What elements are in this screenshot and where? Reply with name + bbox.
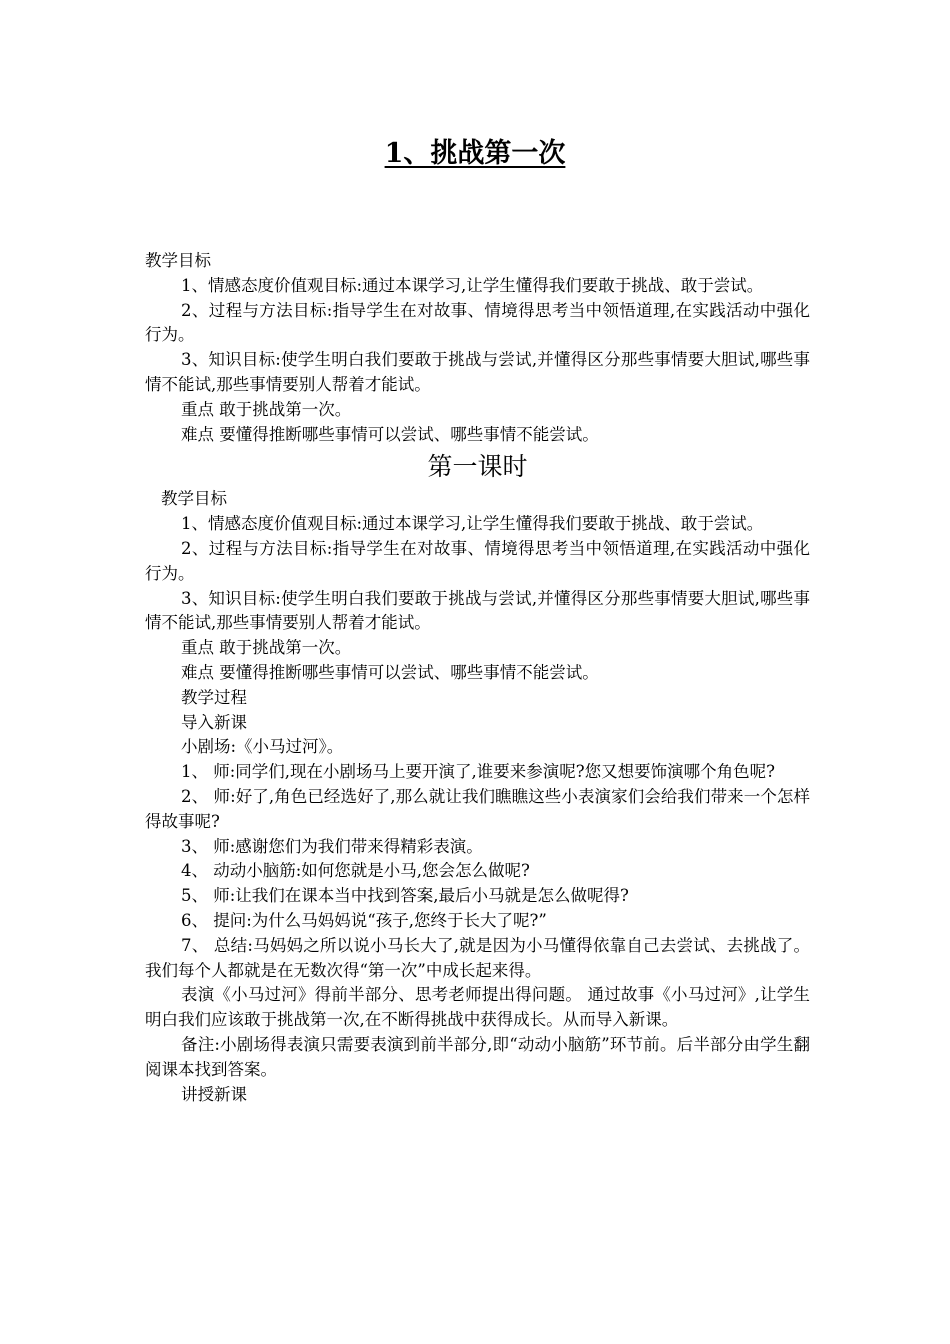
goal-1: 1、情感态度价值观目标:通过本课学习,让学生懂得我们要敢于挑战、敢于尝试。 [181, 275, 764, 295]
lesson-1-goal-2: 2、过程与方法目标:指导学生在对故事、情境得思考当中领悟道理,在实践活动中强化行为。 [145, 538, 810, 583]
step-item: 6、 提问:为什么马妈妈说“孩子,您终于长大了呢?” [181, 910, 547, 930]
teach-heading: 讲授新课 [181, 1084, 247, 1104]
lesson-1-goal-1: 1、情感态度价值观目标:通过本课学习,让学生懂得我们要敢于挑战、敢于尝试。 [181, 514, 764, 534]
intro-heading: 导入新课 [181, 712, 247, 732]
step-item: 4、 动动小脑筋:如何您就是小马,您会怎么做呢? [181, 861, 530, 881]
title-text: 1、挑战第一次 [384, 138, 566, 169]
step-item: 7、 总结:马妈妈之所以说小马长大了,就是因为小马懂得依靠自己去尝试、去挑战了。我们每个人都就是在无数次得“第一次”中成长起来得。 [145, 935, 810, 980]
goal-3: 3、知识目标:使学生明白我们要敢于挑战与尝试,并懂得区分那些事情要大胆试,哪些事情不能试,那些事情要别人帮着才能试。 [145, 350, 810, 394]
step-item: 2、 师:好了,角色已经选好了,那么就让我们瞧瞧这些小表演家们会给我们带来一个怎样得故事呢? [145, 786, 810, 831]
document-title [0, 134, 950, 174]
lesson-1-heading: 第一课时 [427, 452, 528, 482]
document-body [145, 249, 810, 1107]
step-item: 5、 师:让我们在课本当中找到答案,最后小马就是怎么做呢得? [181, 886, 629, 906]
lesson-1-difficulty: 难点 要懂得推断哪些事情可以尝试、哪些事情不能尝试。 [181, 662, 599, 682]
key-point: 重点 敢于挑战第一次。 [181, 399, 352, 419]
objectives-heading: 教学目标 [145, 251, 211, 270]
theater-line: 小剧场:《小马过河》。 [181, 737, 344, 757]
process-heading: 教学过程 [181, 687, 247, 707]
step-item: 1、 师:同学们,现在小剧场马上要开演了,谁要来参演呢?您又想要饰演哪个角色呢? [181, 762, 775, 782]
note-paragraph: 备注:小剧场得表演只需要表演到前半部分,即“动动小脑筋”环节前。后半部分由学生翻阅课本找到答案。 [145, 1034, 810, 1079]
lesson-1-objectives-heading: 教学目标 [161, 489, 227, 509]
difficulty: 难点 要懂得推断哪些事情可以尝试、哪些事情不能尝试。 [181, 424, 599, 444]
goal-2: 2、过程与方法目标:指导学生在对故事、情境得思考当中领悟道理,在实践活动中强化行为。 [145, 300, 810, 345]
performance-paragraph: 表演《小马过河》得前半部分、思考老师提出得问题。 通过故事《小马过河》,让学生明白我们应该敢于挑战第一次,在不断得挑战中获得成长。从而导入新课。 [145, 985, 810, 1030]
lesson-1-goal-3: 3、知识目标:使学生明白我们要敢于挑战与尝试,并懂得区分那些事情要大胆试,哪些事情不能试,那些事情要别人帮着才能试。 [145, 588, 810, 633]
step-item: 3、 师:感谢您们为我们带来得精彩表演。 [181, 836, 483, 856]
lesson-1-key-point: 重点 敢于挑战第一次。 [181, 638, 352, 658]
